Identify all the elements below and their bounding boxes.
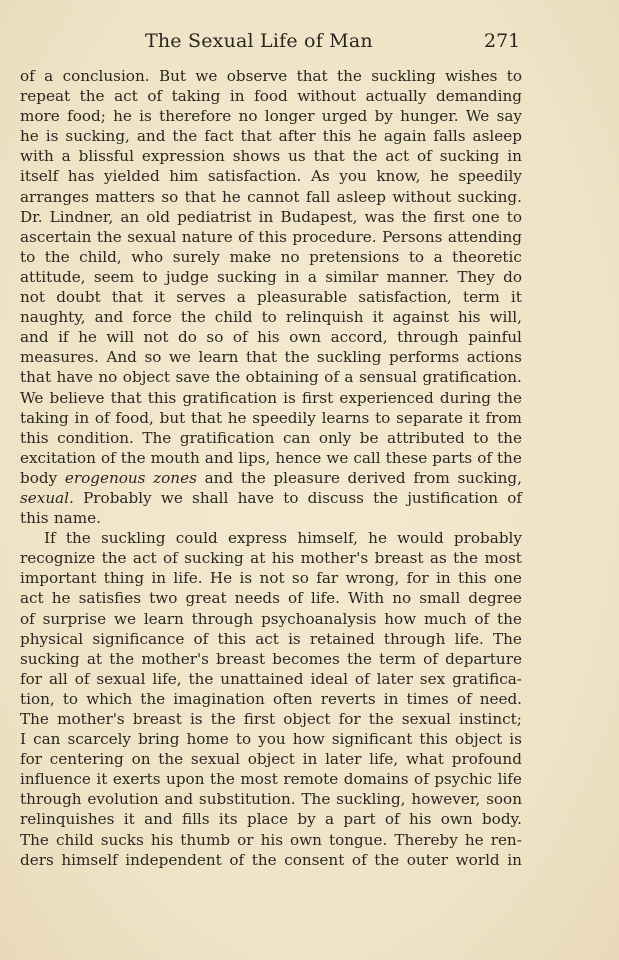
text-line: sexual. Probably we shall have to discuss the justification of: [20, 488, 522, 507]
text-line: and if he will not do so of his own accord, through painful: [20, 328, 522, 347]
text-line: of a conclusion. But we observe that the suckling wishes to: [20, 67, 522, 85]
text-line: with a blissful expression shows us that the act of sucking in: [20, 147, 522, 166]
text-line: recognize the act of sucking at his mother's breast as the most: [20, 549, 522, 568]
text-line: sucking at the mother's breast becomes the term of departure: [20, 649, 522, 668]
text-line: this condition. The gratification can only be attributed to the: [20, 428, 522, 447]
text-line: relinquishes it and fills its place by a part of his own body.: [20, 810, 522, 829]
text-line: to the child, who surely make no pretensions to a theoretic: [20, 247, 522, 266]
text-line: tion, to which the imagination often reverts in times of need.: [20, 689, 522, 708]
text-line: not doubt that it serves a pleasurable satisfaction, term it: [20, 288, 522, 307]
text-line: The child sucks his thumb or his own tongue. Thereby he ren-: [20, 830, 522, 849]
text-line: The mother's breast is the first object for the sexual instinct;: [20, 710, 522, 728]
text-line: repeat the act of taking in food without actually demanding: [20, 87, 522, 106]
text-line: taking in of food, but that he speedily learns to separate it from: [20, 408, 522, 427]
text-line: for centering on the sexual object in later life, what profound: [20, 750, 522, 769]
text-line: important thing in life. He is not so far wrong, for in this one: [20, 569, 522, 588]
text-line: itself has yielded him satisfaction. As you know, he speedily: [20, 167, 522, 186]
running-title: The Sexual Life of Man: [145, 30, 373, 52]
text-line: attitude, seem to judge sucking in a similar manner. They do: [20, 267, 522, 286]
body-text: [20, 66, 522, 870]
text-line: excitation of the mouth and lips, hence we call these parts of the: [20, 448, 522, 467]
text-line: he is sucking, and the fact that after this he again falls asleep: [20, 127, 522, 146]
text-line: this name.: [20, 509, 101, 528]
text-line: act he satisfies two great needs of life. With no small degree: [20, 589, 522, 608]
text-line: of surprise we learn through psychoanalysis how much of the: [20, 609, 522, 628]
text-line: physical significance of this act is retained through life. The: [20, 629, 522, 648]
text-line: influence it exerts upon the most remote domains of psychic life: [20, 770, 522, 789]
text-line: Dr. Lindner, an old pediatrist in Budapest, was the first one to: [20, 207, 522, 226]
text-line: measures. And so we learn that the suckling performs actions: [20, 348, 522, 367]
text-line: ders himself independent of the consent of the outer world in: [20, 850, 522, 869]
text-line: We believe that this gratification is first experienced during the: [20, 388, 522, 407]
text-line: that have no object save the obtaining of a sensual gratification.: [20, 368, 522, 387]
text-line: If the suckling could express himself, he would probably: [44, 529, 522, 548]
text-line: naughty, and force the child to relinquish it against his will,: [20, 308, 522, 327]
text-line: body erogenous zones and the pleasure derived from sucking,: [20, 468, 522, 487]
text-line: I can scarcely bring home to you how significant this object is: [20, 730, 522, 749]
text-line: more food; he is therefore no longer urged by hunger. We say: [20, 107, 522, 126]
text-line: ascertain the sexual nature of this procedure. Persons attending: [20, 227, 522, 246]
text-line: through evolution and substitution. The suckling, however, soon: [20, 790, 522, 809]
text-line: for all of sexual life, the unattained ideal of later sex gratifica-: [20, 669, 522, 688]
running-header: [0, 30, 619, 60]
page-number: 271: [484, 30, 521, 52]
text-line: arranges matters so that he cannot fall asleep without sucking.: [20, 187, 522, 206]
